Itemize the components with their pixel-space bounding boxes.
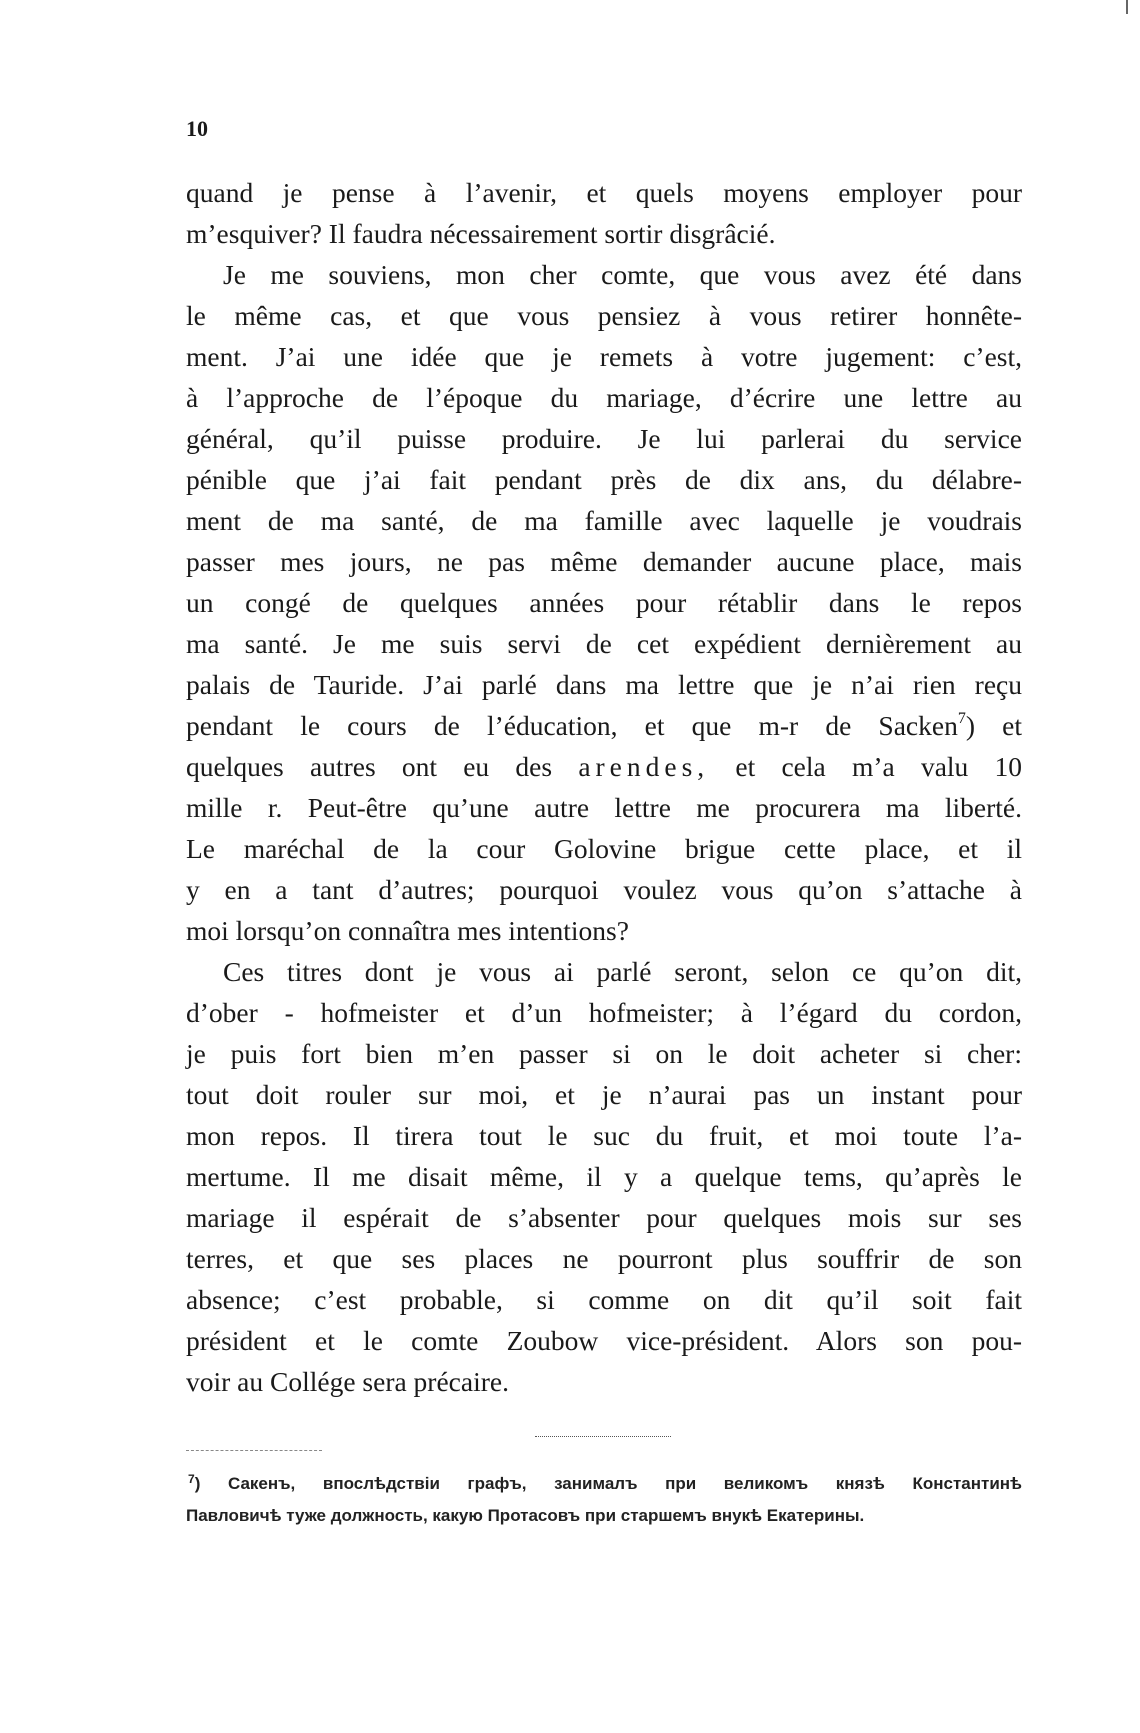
text-fragment: ) et bbox=[965, 710, 1022, 741]
text-line: terres, et que ses places ne pourront plus souffrir de son bbox=[186, 1243, 1022, 1274]
footnote bbox=[186, 1468, 1022, 1532]
text-line: mille r. Peut-être qu’une autre lettre me procurera ma liberté. bbox=[186, 792, 1022, 823]
text-line: je puis fort bien m’en passer si on le doit acheter si cher: bbox=[186, 1038, 1022, 1069]
text-line bbox=[186, 746, 1022, 787]
text-line: le même cas, et que vous pensiez à vous retirer honnête- bbox=[186, 300, 1022, 331]
text-line: absence; c’est probable, si comme on dit qu’il soit fait bbox=[186, 1284, 1022, 1315]
text-fragment: et cela m’a valu 10 bbox=[735, 751, 1023, 782]
body-text bbox=[186, 172, 1022, 1402]
text-line: moi lorsqu’on connaîtra mes intentions? bbox=[186, 915, 629, 946]
footnote-reference: 7 bbox=[957, 710, 966, 727]
text-line: ment. J’ai une idée que je remets à votre jugement: c’est, bbox=[186, 341, 1022, 372]
text-line: passer mes jours, ne pas même demander aucune place, mais bbox=[186, 546, 1022, 577]
page-edge-mark bbox=[1126, 0, 1128, 14]
text-line: quand je pense à l’avenir, et quels moyens employer pour bbox=[186, 177, 1022, 208]
text-line: palais de Tauride. J’ai parlé dans ma lettre que je n’ai rien reçu bbox=[186, 669, 1022, 700]
text-fragment: pendant le cours de l’éducation, et que m-r de Sacken bbox=[186, 710, 958, 741]
footnote-separator bbox=[535, 1436, 671, 1437]
text-line: m’esquiver? Il faudra nécessairement sortir disgrâcié. bbox=[186, 218, 776, 249]
footnote-line bbox=[186, 1468, 1022, 1500]
text-line: à l’approche de l’époque du mariage, d’écrire une lettre au bbox=[186, 382, 1022, 413]
text-fragment: quelques autres ont eu des bbox=[186, 751, 553, 782]
text-line: tout doit rouler sur moi, et je n’aurai pas un instant pour bbox=[186, 1079, 1022, 1110]
footnote-line: Павловичѣ туже должность, какую Протасовъ при старшемъ внукѣ Екатерины. bbox=[186, 1506, 865, 1525]
text-line: ment de ma santé, de ma famille avec laquelle je voudrais bbox=[186, 505, 1022, 536]
text-line: pénible que j’ai fait pendant près de dix ans, du délabre- bbox=[186, 464, 1022, 495]
text-line: d’ober - hofmeister et d’un hofmeister; à l’égard du cordon, bbox=[186, 997, 1022, 1028]
text-line: mertume. Il me disait même, il y a quelque tems, qu’après le bbox=[186, 1161, 1022, 1192]
text-line: Ces titres dont je vous ai parlé seront, selon ce qu’on dit, bbox=[223, 956, 1022, 987]
text-line: ma santé. Je me suis servi de cet expédient dernièrement au bbox=[186, 628, 1022, 659]
spaced-word: arendes, bbox=[578, 751, 710, 782]
footnote-marker: 7 bbox=[188, 1472, 195, 1486]
text-line: voir au Collége sera précaire. bbox=[186, 1366, 509, 1397]
text-line: y en a tant d’autres; pourquoi voulez vous qu’on s’attache à bbox=[186, 874, 1022, 905]
text-line: général, qu’il puisse produire. Je lui parlerai du service bbox=[186, 423, 1022, 454]
text-line: Le maréchal de la cour Golovine brigue cette place, et il bbox=[186, 833, 1022, 864]
text-line: Je me souviens, mon cher comte, que vous avez été dans bbox=[223, 259, 1022, 290]
text-line bbox=[186, 705, 1022, 746]
text-line: président et le comte Zoubow vice-président. Alors son pou- bbox=[186, 1325, 1022, 1356]
footnote-text: ) Сакенъ, впослѣдствіи графъ, занималъ при великомъ князѣ Константинѣ bbox=[194, 1474, 1022, 1493]
page-number: 10 bbox=[186, 116, 208, 141]
footnote-rule bbox=[186, 1450, 322, 1451]
text-line: un congé de quelques années pour rétablir dans le repos bbox=[186, 587, 1022, 618]
text-line: mon repos. Il tirera tout le suc du fruit, et moi toute l’a- bbox=[186, 1120, 1022, 1151]
text-line: mariage il espérait de s’absenter pour quelques mois sur ses bbox=[186, 1202, 1022, 1233]
